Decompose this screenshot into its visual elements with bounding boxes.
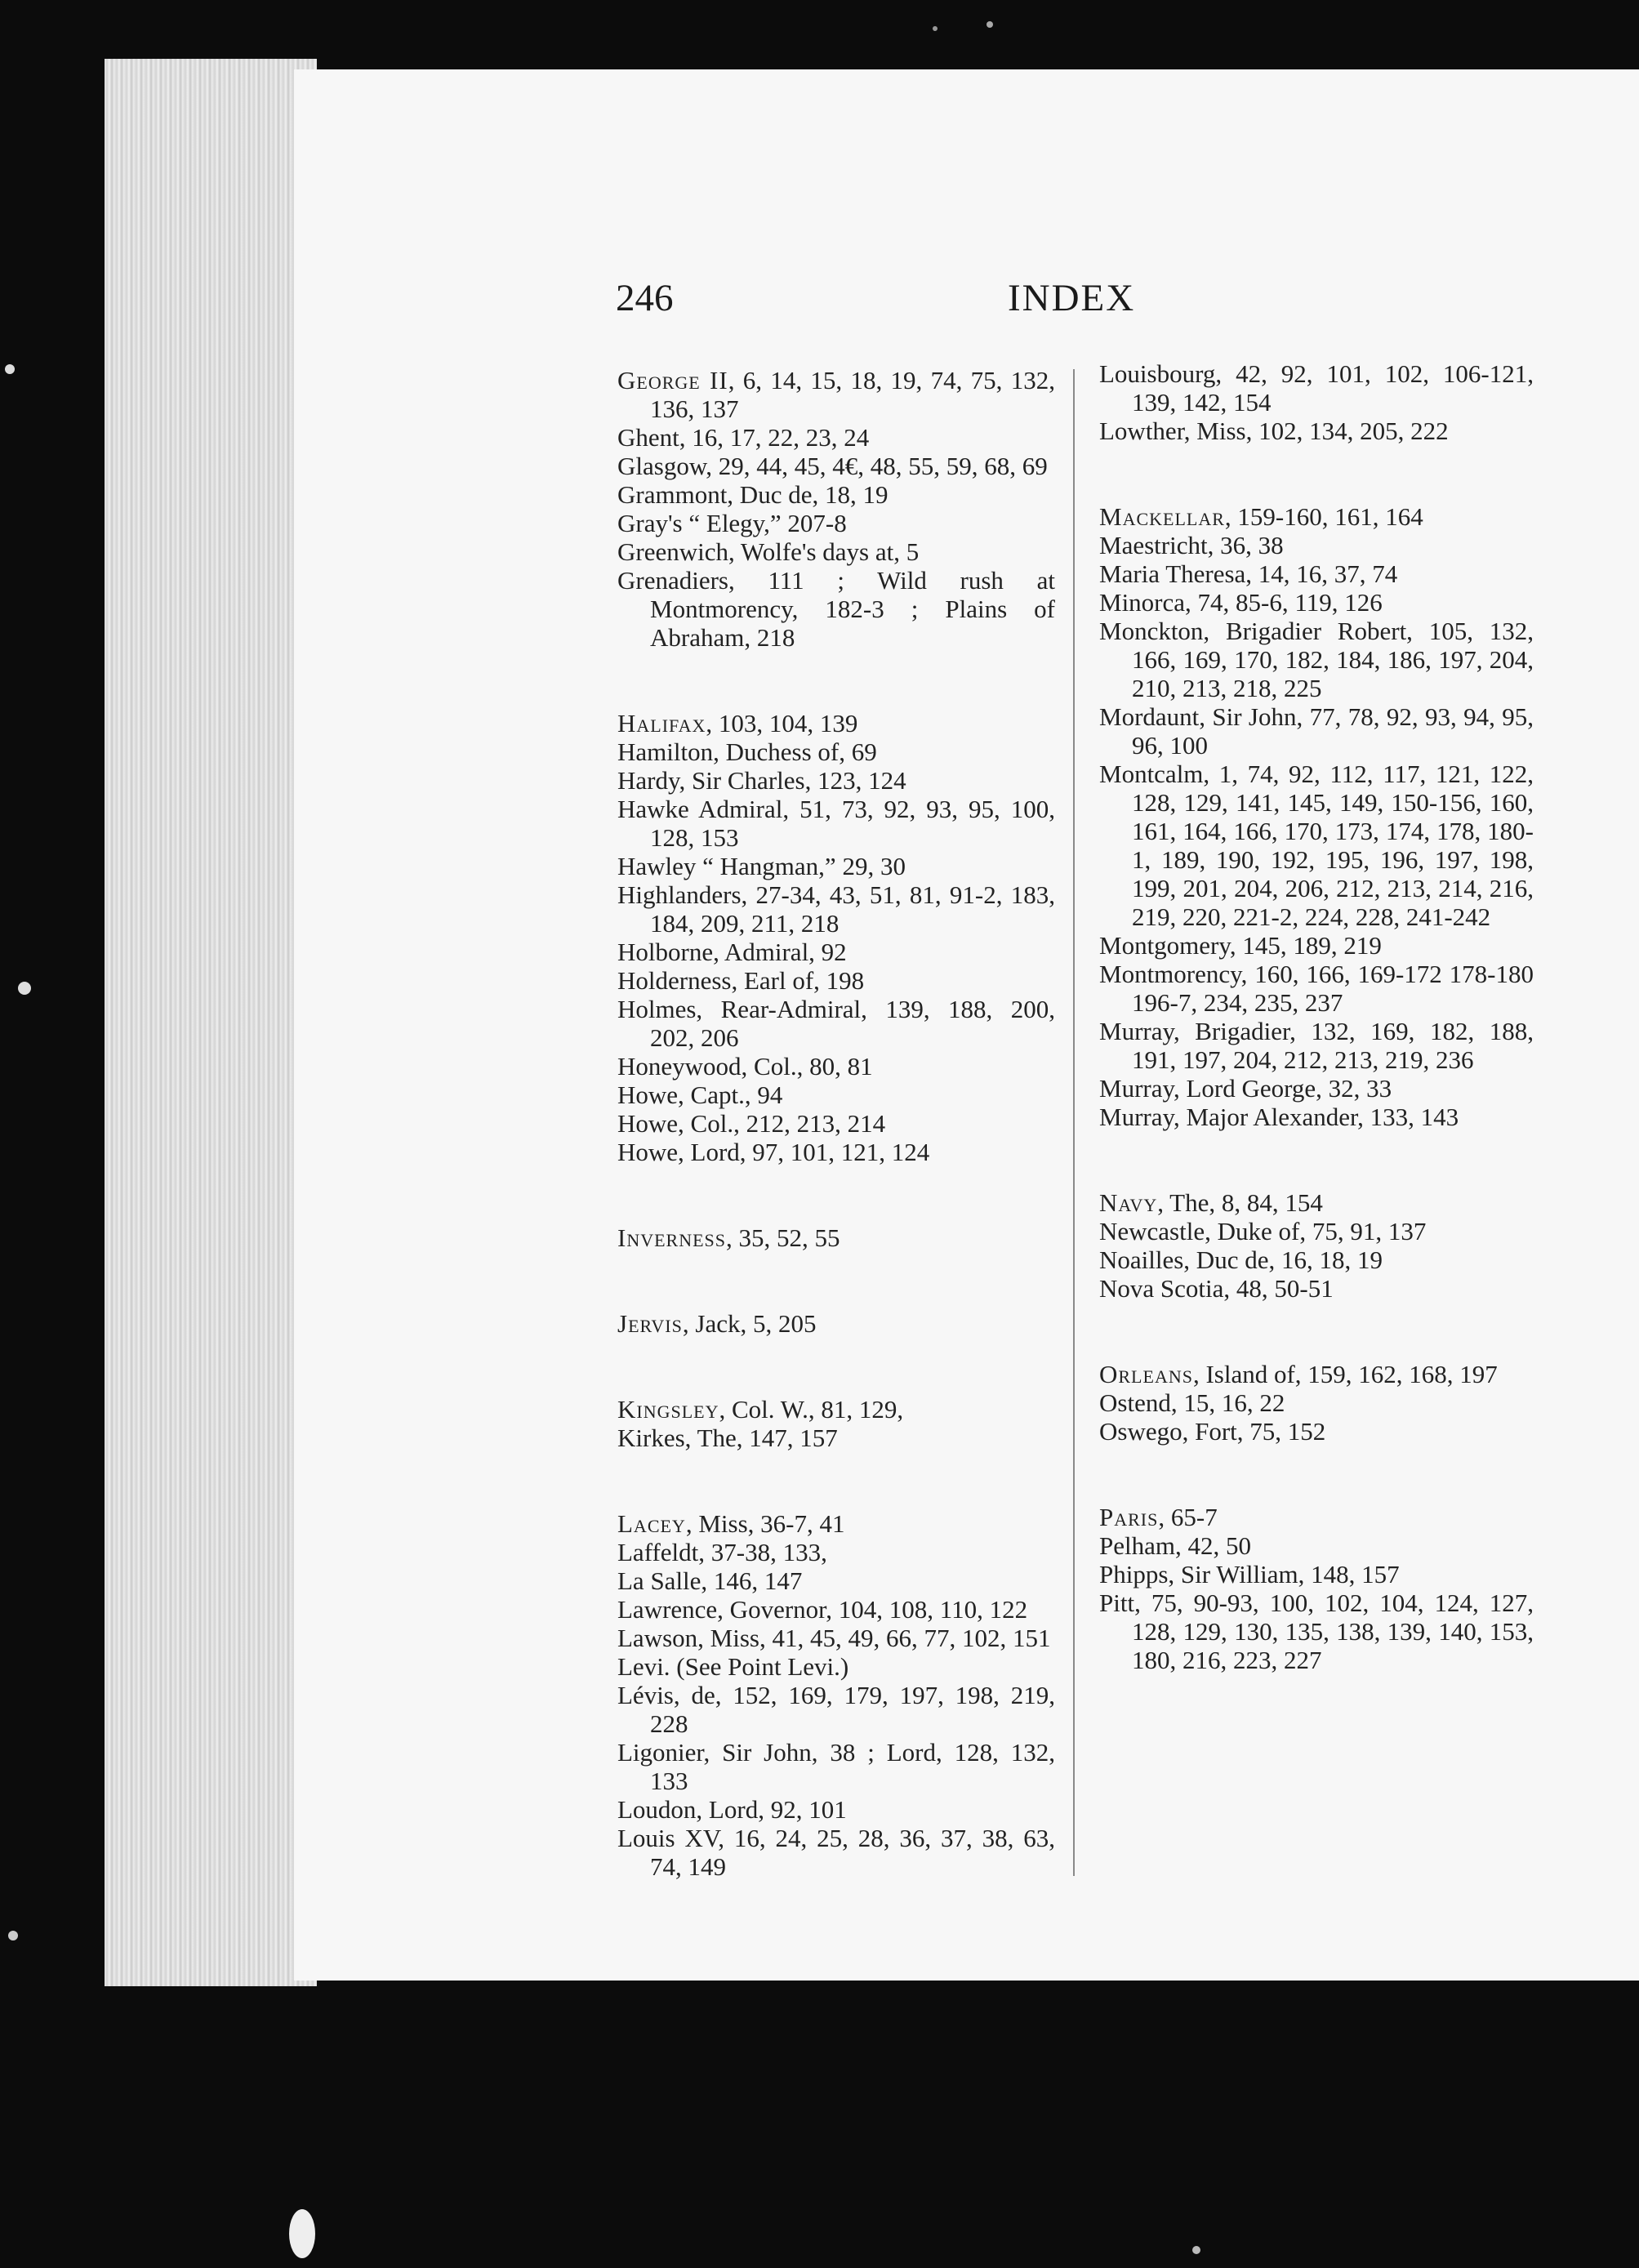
index-entry: [1099, 702, 1534, 760]
index-entry: [617, 1424, 1055, 1452]
index-entry: [617, 1081, 1055, 1109]
index-entry-text: Pitt, 75, 90-93, 100, 102, 104, 124, 127, 128, 129, 130, 135, 138, 139, 140, 153, 180, 216, 223, 227: [1099, 1588, 1534, 1674]
index-entry-text: Maestricht, 36, 38: [1099, 531, 1284, 559]
index-entry-text: , Island of, 159, 162, 168, 197: [1192, 1360, 1498, 1388]
index-entry: [617, 452, 1055, 480]
index-entry: [617, 1652, 1055, 1681]
index-entry-lead: Lacey: [617, 1509, 686, 1538]
index-entry: [617, 1395, 1055, 1424]
index-entry-text: Ligonier, Sir John, 38 ; Lord, 128, 132, 133: [617, 1738, 1055, 1795]
index-entry: [1099, 1417, 1534, 1446]
index-entry: [617, 1824, 1055, 1881]
index-entry: [617, 852, 1055, 880]
index-entry: [617, 795, 1055, 852]
index-entry: [617, 995, 1055, 1052]
letter-group-gap: [617, 1252, 1055, 1309]
index-entry-text: Lawrence, Governor, 104, 108, 110, 122: [617, 1595, 1028, 1624]
index-entry-text: Mordaunt, Sir John, 77, 78, 92, 93, 94, 95, 96, 100: [1099, 702, 1534, 760]
index-entry-text: Louisbourg, 42, 92, 101, 102, 106-121, 139, 142, 154: [1099, 359, 1534, 417]
index-entry: [1099, 760, 1534, 931]
index-entry-text: Hardy, Sir Charles, 123, 124: [617, 766, 906, 795]
index-entry-text: Pelham, 42, 50: [1099, 1531, 1251, 1560]
index-entry-text: , 6, 14, 15, 18, 19, 74, 75, 132, 136, 137: [650, 366, 1055, 423]
letter-group-gap: [617, 1338, 1055, 1395]
index-entry-text: Noailles, Duc de, 16, 18, 19: [1099, 1245, 1383, 1274]
index-entry-text: Montcalm, 1, 74, 92, 112, 117, 121, 122, 128, 129, 141, 145, 149, 150-156, 160, 161, 164, 166, 170, 173, 174, 178, 180-1, 189, 190, 192, 195, 196, 197, 198, 199, 201, 204, 206, 212, 213, 214, 216, 219, 220, 221-2, 224, 228, 241-242: [1099, 760, 1534, 931]
index-entry-text: Greenwich, Wolfe's days at, 5: [617, 537, 920, 566]
index-entry: [617, 1052, 1055, 1081]
index-entry: [617, 537, 1055, 566]
index-entry-text: Oswego, Fort, 75, 152: [1099, 1417, 1326, 1446]
index-entry-lead: Inverness: [617, 1223, 727, 1252]
index-entry-text: , Jack, 5, 205: [682, 1309, 817, 1338]
index-entry: [1099, 417, 1534, 445]
index-entry: [1099, 588, 1534, 617]
index-column-left: [617, 366, 1055, 1881]
index-entry-text: Howe, Col., 212, 213, 214: [617, 1109, 886, 1138]
index-entry-text: Murray, Brigadier, 132, 169, 182, 188, 191, 197, 204, 212, 213, 219, 236: [1099, 1017, 1534, 1074]
index-entry: [617, 1595, 1055, 1624]
index-entry-text: Laffeldt, 37-38, 133,: [617, 1538, 827, 1566]
index-entry-text: Gray's “ Elegy,” 207-8: [617, 509, 847, 537]
index-entry-text: Minorca, 74, 85-6, 119, 126: [1099, 588, 1383, 617]
index-entry: [1099, 1560, 1534, 1588]
index-entry: [617, 938, 1055, 966]
index-entry-text: Phipps, Sir William, 148, 157: [1099, 1560, 1400, 1588]
index-entry-text: Holderness, Earl of, 198: [617, 966, 865, 995]
letter-group-gap: [617, 652, 1055, 709]
index-entry-text: Howe, Lord, 97, 101, 121, 124: [617, 1138, 930, 1166]
index-entry-text: Levi. (See Point Levi.): [617, 1652, 849, 1681]
page-header: [616, 276, 1145, 325]
index-entry-text: Murray, Major Alexander, 133, 143: [1099, 1103, 1459, 1131]
index-entry: [1099, 1274, 1534, 1303]
index-entry: [1099, 1503, 1534, 1531]
index-entry: [1099, 1388, 1534, 1417]
index-entry-text: Loudon, Lord, 92, 101: [617, 1795, 847, 1824]
letter-group-gap: [1099, 1131, 1534, 1188]
index-entry-text: Murray, Lord George, 32, 33: [1099, 1074, 1392, 1103]
index-entry-lead: Jervis: [617, 1309, 683, 1338]
index-entry: [617, 423, 1055, 452]
index-entry-text: Ostend, 15, 16, 22: [1099, 1388, 1285, 1417]
letter-group-gap: [617, 1452, 1055, 1509]
index-entry-lead: Orleans: [1099, 1360, 1193, 1388]
index-entry-text: Newcastle, Duke of, 75, 91, 137: [1099, 1217, 1427, 1245]
index-entry: [617, 1681, 1055, 1738]
letter-group-gap: [1099, 1446, 1534, 1503]
index-entry-text: Glasgow, 29, 44, 45, 4€, 48, 55, 59, 68, 69: [617, 452, 1048, 480]
index-entry-text: Lowther, Miss, 102, 134, 205, 222: [1099, 417, 1449, 445]
index-entry-text: Grenadiers, 111 ; Wild rush at Montmorency, 182-3 ; Plains of Abraham, 218: [617, 566, 1055, 652]
index-entry-lead: George II: [617, 366, 728, 394]
index-entry: [617, 480, 1055, 509]
letter-group-gap: [617, 1166, 1055, 1223]
index-entry-text: Montgomery, 145, 189, 219: [1099, 931, 1382, 960]
column-divider: [1073, 369, 1075, 1876]
index-entry: [1099, 1188, 1534, 1217]
index-entry-text: Maria Theresa, 14, 16, 37, 74: [1099, 559, 1398, 588]
index-entry-text: Hamilton, Duchess of, 69: [617, 737, 877, 766]
index-entry-lead: Kingsley: [617, 1395, 719, 1424]
index-entry-text: , 35, 52, 55: [726, 1223, 840, 1252]
letter-group-gap: [1099, 445, 1534, 502]
index-entry-text: Grammont, Duc de, 18, 19: [617, 480, 889, 509]
index-entry: [1099, 1103, 1534, 1131]
index-entry: [1099, 559, 1534, 588]
letter-group-gap: [1099, 1303, 1534, 1360]
index-entry-lead: Mackellar: [1099, 502, 1225, 531]
index-entry: [1099, 1017, 1534, 1074]
index-entry-text: Highlanders, 27-34, 43, 51, 81, 91-2, 183, 184, 209, 211, 218: [617, 880, 1055, 938]
index-entry-text: Ghent, 16, 17, 22, 23, 24: [617, 423, 870, 452]
index-entry: [617, 1509, 1055, 1538]
index-entry-text: , Col. W., 81, 129,: [719, 1395, 904, 1424]
index-entry: [617, 1109, 1055, 1138]
index-entry-text: , The, 8, 84, 154: [1157, 1188, 1323, 1217]
index-entry: [617, 566, 1055, 652]
index-entry-text: , 159-160, 161, 164: [1224, 502, 1423, 531]
index-entry: [1099, 1360, 1534, 1388]
index-entry: [617, 1738, 1055, 1795]
index-entry-text: Louis XV, 16, 24, 25, 28, 36, 37, 38, 63, 74, 149: [617, 1824, 1055, 1881]
index-entry: [1099, 1074, 1534, 1103]
index-entry-lead: Paris: [1099, 1503, 1159, 1531]
index-entry-text: Montmorency, 160, 166, 169-172 178-180 196-7, 234, 235, 237: [1099, 960, 1534, 1017]
index-entry: [617, 1309, 1055, 1338]
index-entry: [617, 509, 1055, 537]
index-column-right: [1099, 359, 1534, 1674]
index-entry-text: Howe, Capt., 94: [617, 1081, 783, 1109]
index-entry: [1099, 1531, 1534, 1560]
index-entry: [617, 737, 1055, 766]
index-entry-text: Lawson, Miss, 41, 45, 49, 66, 77, 102, 151: [617, 1624, 1051, 1652]
index-entry: [617, 1795, 1055, 1824]
index-entry-text: Honeywood, Col., 80, 81: [617, 1052, 873, 1081]
index-entry: [617, 1624, 1055, 1652]
index-entry: [617, 1138, 1055, 1166]
index-entry: [617, 766, 1055, 795]
index-entry-text: Lévis, de, 152, 169, 179, 197, 198, 219, 228: [617, 1681, 1055, 1738]
index-entry: [617, 880, 1055, 938]
index-entry: [1099, 931, 1534, 960]
index-entry-text: Kirkes, The, 147, 157: [617, 1424, 838, 1452]
index-entry: [1099, 617, 1534, 702]
index-entry: [1099, 1245, 1534, 1274]
index-entry-lead: Halifax: [617, 709, 706, 737]
index-entry-text: La Salle, 146, 147: [617, 1566, 803, 1595]
index-entry: [617, 366, 1055, 423]
page-number: 246: [616, 277, 674, 319]
index-entry: [1099, 1217, 1534, 1245]
index-entry-text: Holborne, Admiral, 92: [617, 938, 847, 966]
index-entry-text: , 103, 104, 139: [706, 709, 858, 737]
index-entry: [1099, 531, 1534, 559]
index-entry: [1099, 1588, 1534, 1674]
index-entry-lead: Navy: [1099, 1188, 1158, 1217]
index-entry-text: Holmes, Rear-Admiral, 139, 188, 200, 202, 206: [617, 995, 1055, 1052]
index-entry: [617, 1223, 1055, 1252]
index-entry-text: Nova Scotia, 48, 50-51: [1099, 1274, 1334, 1303]
index-entry: [617, 1566, 1055, 1595]
index-entry: [1099, 502, 1534, 531]
index-entry: [617, 709, 1055, 737]
page-edge-stack: [105, 59, 317, 1986]
index-entry-text: Hawley “ Hangman,” 29, 30: [617, 852, 906, 880]
index-entry: [617, 966, 1055, 995]
index-entry: [1099, 359, 1534, 417]
index-entry: [1099, 960, 1534, 1017]
running-title: INDEX: [1008, 277, 1136, 319]
index-entry-text: , Miss, 36-7, 41: [685, 1509, 845, 1538]
index-entry: [617, 1538, 1055, 1566]
index-entry-text: , 65-7: [1158, 1503, 1218, 1531]
index-entry-text: Monckton, Brigadier Robert, 105, 132, 166, 169, 170, 182, 184, 186, 197, 204, 210, 213, 218, 225: [1099, 617, 1534, 702]
index-entry-text: Hawke Admiral, 51, 73, 92, 93, 95, 100, 128, 153: [617, 795, 1055, 852]
